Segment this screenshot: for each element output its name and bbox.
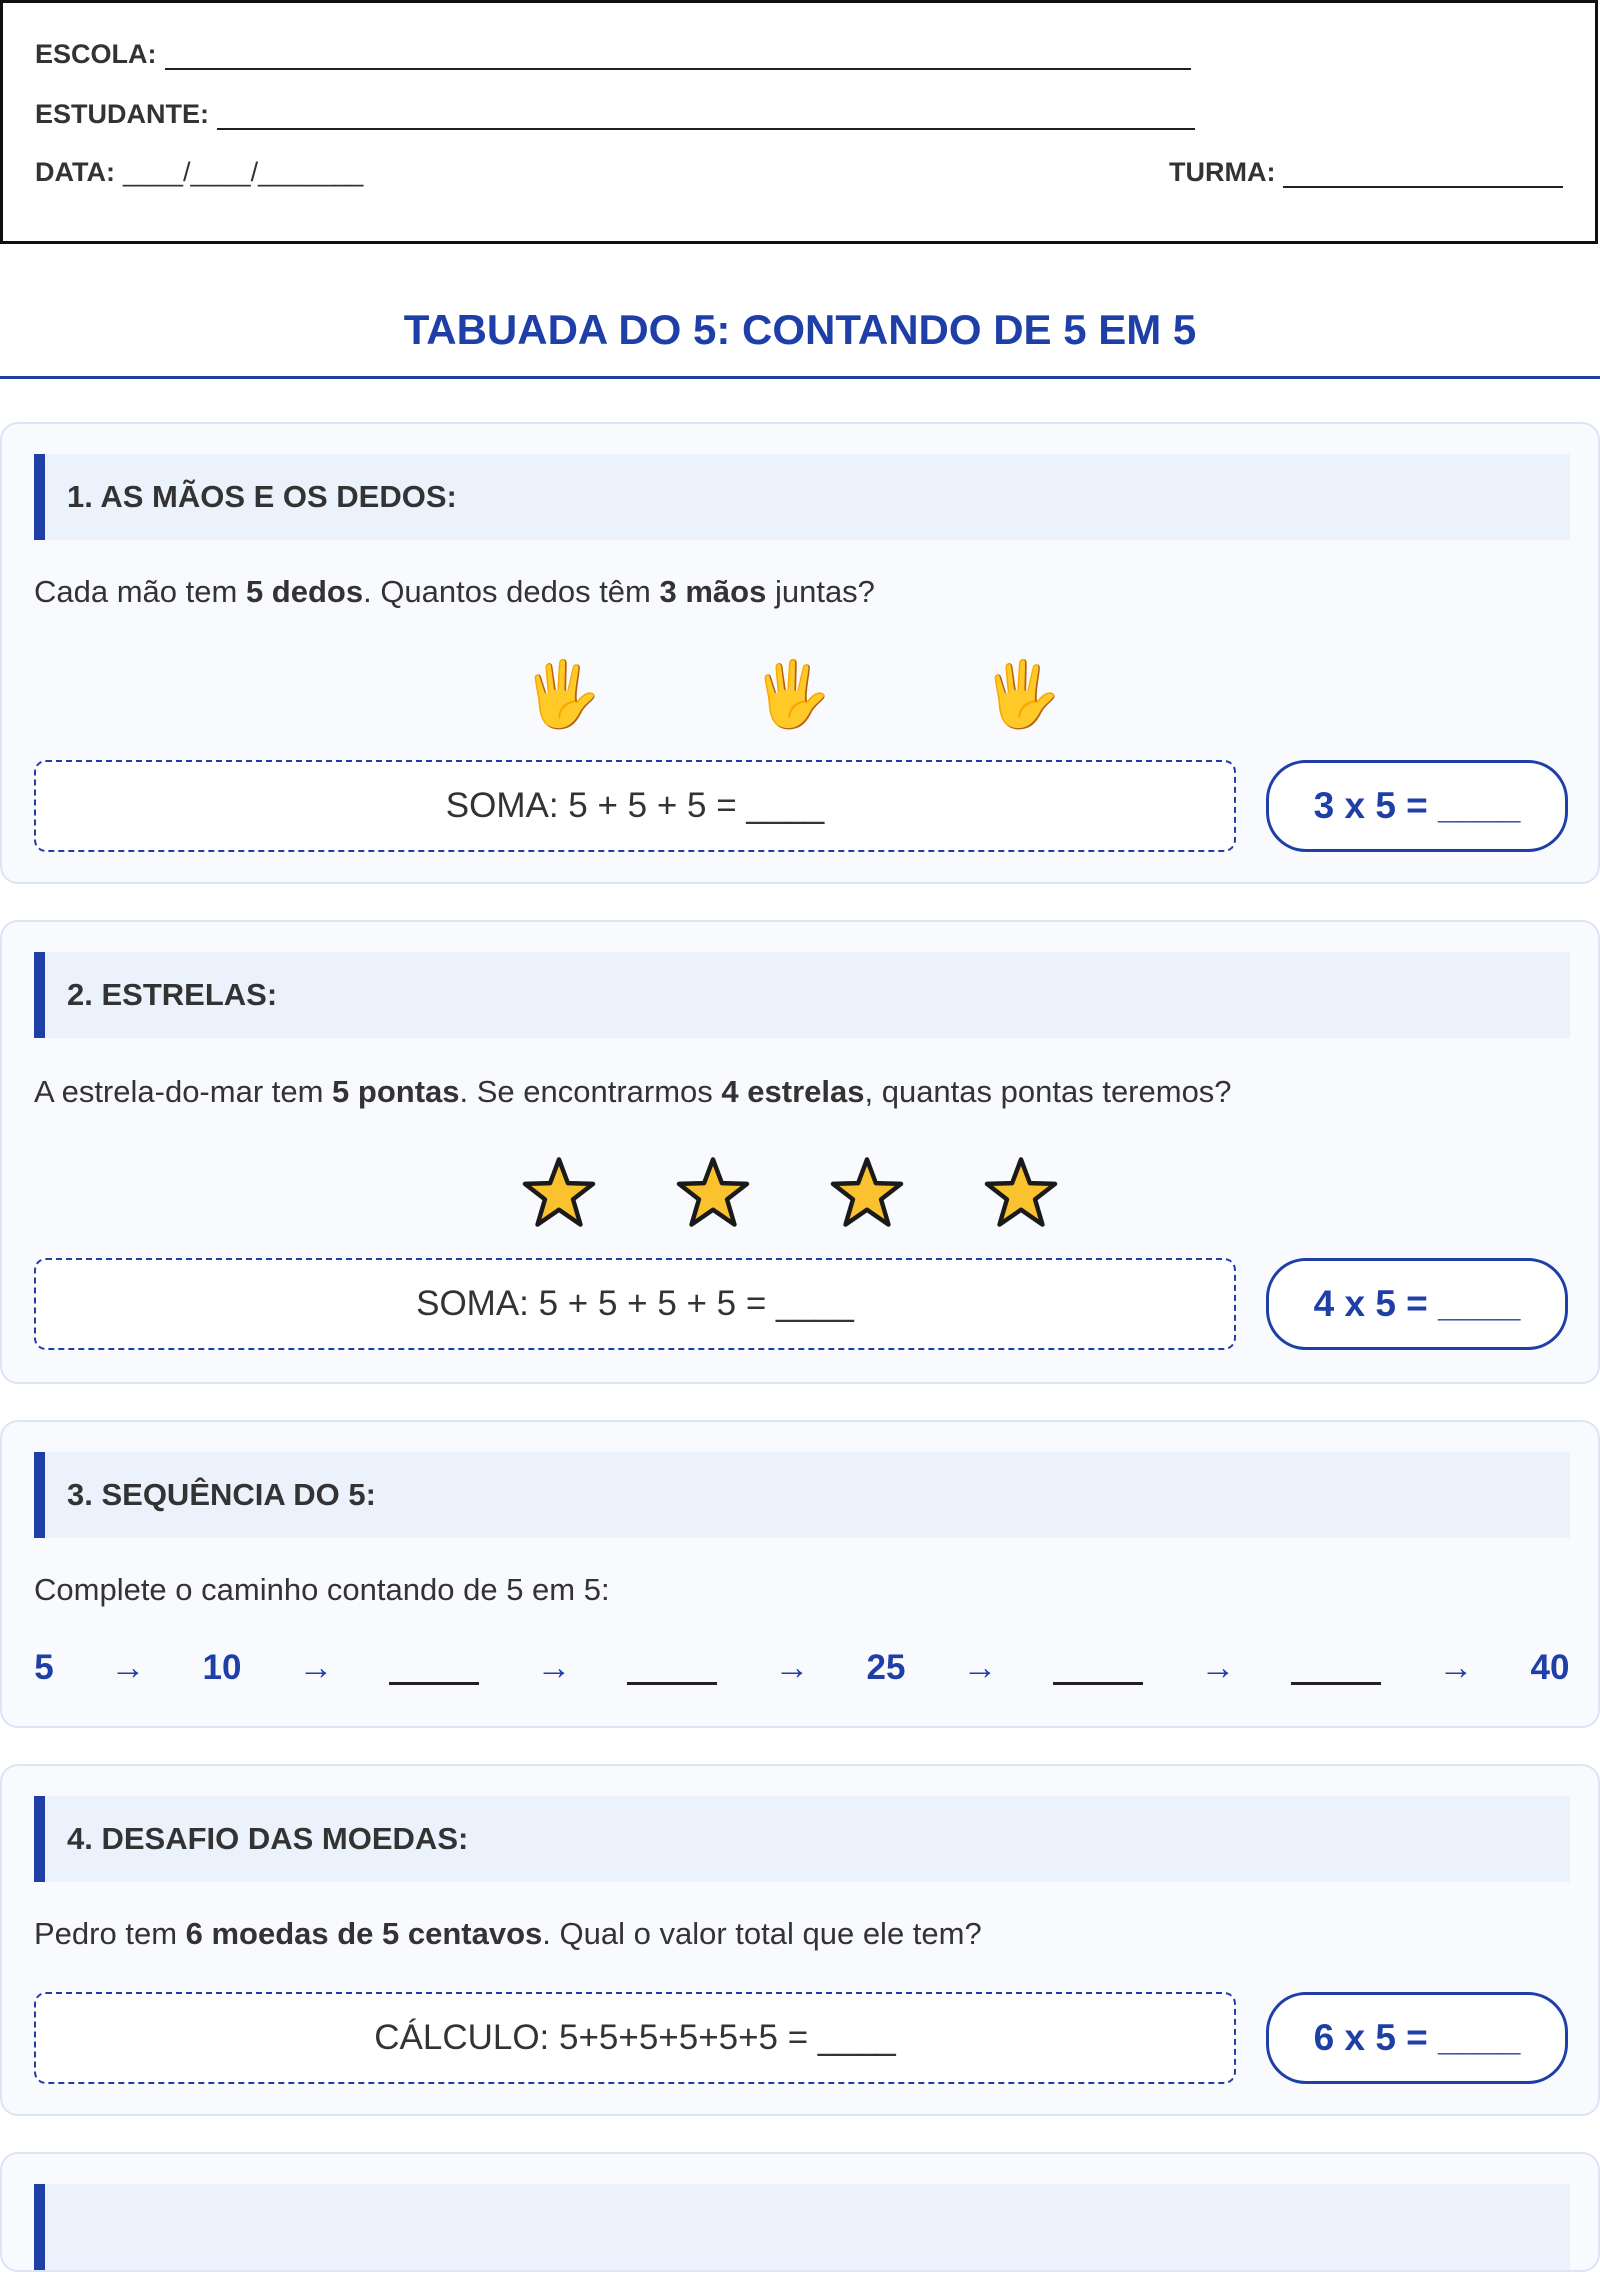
section-prompt: Pedro tem 6 moedas de 5 centavos. Qual o valor total que ele tem? [34,1916,982,1951]
star-icon [676,1156,750,1228]
arrow-icon: → [962,1648,998,1687]
worksheet-title: TABUADA DO 5: CONTANDO DE 5 EM 5 [403,306,1197,353]
section-prompt: A estrela-do-mar tem 5 pontas. Se encontrarmos 4 estrelas, quantas pontas teremos? [34,1074,1232,1109]
section-heading: 1. AS MÃOS E OS DEDOS: [34,454,1570,540]
school-field[interactable] [165,44,1191,70]
star-icon [830,1156,904,1228]
multiplication-answer[interactable]: 3 x 5 = ____ [1266,760,1568,852]
student-label: ESTUDANTE: [35,99,209,129]
section-heading: 3. SEQUÊNCIA DO 5: [34,1452,1570,1538]
student-info-box [0,0,1598,244]
arrow-icon: → [774,1648,810,1687]
raised-hand-icon: 🖐 [752,658,832,730]
date-field[interactable]: ____/____/_______ [122,157,364,187]
arrow-icon: → [110,1648,146,1687]
star-icon [984,1156,1058,1228]
class-label: TURMA: [1169,157,1276,187]
sequence-value: 5 [34,1648,54,1687]
stars-illustration [2,1154,1600,1234]
student-field[interactable] [217,104,1195,130]
raised-hand-icon: 🖐 [522,658,602,730]
class-row [1169,157,1563,188]
sequence-blank[interactable] [389,1648,479,1685]
date-label: DATA: [35,157,115,187]
section-sequence [0,1420,1600,1728]
arrow-icon: → [298,1648,334,1687]
title-divider [0,376,1600,379]
section-heading: 2. ESTRELAS: [34,952,1570,1038]
sequence-value: 40 [1530,1648,1570,1687]
arrow-icon: → [536,1648,572,1687]
sequence-value: 25 [866,1648,906,1687]
date-row [35,157,363,188]
multiplication-answer[interactable]: 4 x 5 = ____ [1266,1258,1568,1350]
arrow-icon: → [1438,1648,1474,1687]
school-row [35,39,1191,70]
raised-hand-icon: 🖐 [982,658,1062,730]
section-prompt: Cada mão tem 5 dedos. Quantos dedos têm 3 mãos juntas? [34,574,875,609]
section-hands [0,422,1600,884]
section-heading-partial [34,2184,1570,2270]
section-prompt: Complete o caminho contando de 5 em 5: [34,1572,610,1607]
multiplication-answer[interactable]: 6 x 5 = ____ [1266,1992,1568,2084]
section-stars [0,920,1600,1384]
arrow-icon: → [1200,1648,1236,1687]
calculation-box[interactable]: CÁLCULO: 5+5+5+5+5+5 = ____ [34,1992,1236,2084]
student-row [35,99,1195,130]
sequence-blank[interactable] [1291,1648,1381,1685]
section-coins [0,1764,1600,2116]
sequence-value: 10 [202,1648,242,1687]
sequence-path [2,1648,1600,1708]
star-icon [522,1156,596,1228]
sequence-blank[interactable] [627,1648,717,1685]
sequence-blank[interactable] [1053,1648,1143,1685]
class-field[interactable] [1283,162,1563,188]
sum-box[interactable]: SOMA: 5 + 5 + 5 = ____ [34,760,1236,852]
sum-box[interactable]: SOMA: 5 + 5 + 5 + 5 = ____ [34,1258,1236,1350]
section-next [0,2152,1600,2272]
school-label: ESCOLA: [35,39,157,69]
section-heading: 4. DESAFIO DAS MOEDAS: [34,1796,1570,1882]
hands-illustration [2,654,1600,734]
